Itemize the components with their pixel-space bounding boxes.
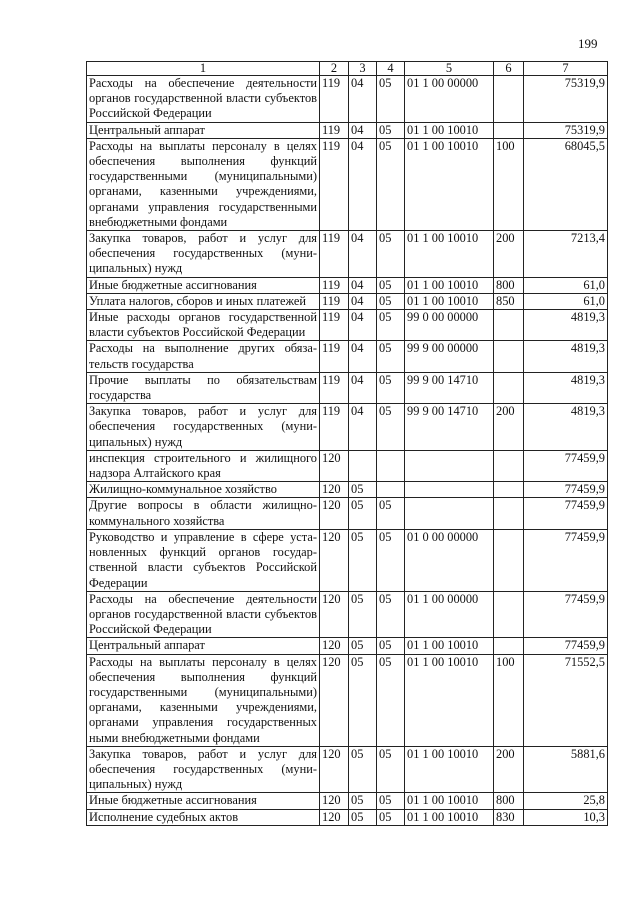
subsection-code-cell: 05 bbox=[377, 277, 405, 293]
expense-name-cell: Жилищно-коммунальное хозяйство bbox=[87, 482, 320, 498]
target-article-code-cell bbox=[405, 498, 494, 529]
table-row bbox=[87, 654, 608, 746]
expense-name-cell: Иные бюджетные ассигнования bbox=[87, 793, 320, 809]
table-row bbox=[87, 76, 608, 123]
target-article-code-cell bbox=[405, 450, 494, 481]
expense-name-cell: Иные расходы органов государственной власти субъектов Российской Федерации bbox=[87, 310, 320, 341]
amount-cell: 77459,9 bbox=[524, 591, 608, 638]
table-row bbox=[87, 372, 608, 403]
amount-cell: 77459,9 bbox=[524, 638, 608, 654]
expense-name-cell: инспекция строительного и жилищного надзора Алтайского края bbox=[87, 450, 320, 481]
table-row bbox=[87, 450, 608, 481]
amount-cell: 61,0 bbox=[524, 293, 608, 309]
ministry-code-cell: 119 bbox=[320, 310, 349, 341]
ministry-code-cell: 120 bbox=[320, 638, 349, 654]
expense-type-code-cell: 200 bbox=[494, 404, 524, 451]
table-row bbox=[87, 482, 608, 498]
column-header: 7 bbox=[524, 62, 608, 76]
subsection-code-cell: 05 bbox=[377, 498, 405, 529]
expense-type-code-cell bbox=[494, 76, 524, 123]
section-code-cell: 04 bbox=[349, 122, 377, 138]
target-article-code-cell: 01 1 00 10010 bbox=[405, 277, 494, 293]
expense-type-code-cell bbox=[494, 498, 524, 529]
subsection-code-cell: 05 bbox=[377, 793, 405, 809]
subsection-code-cell: 05 bbox=[377, 341, 405, 372]
subsection-code-cell: 05 bbox=[377, 76, 405, 123]
ministry-code-cell: 120 bbox=[320, 482, 349, 498]
amount-cell: 75319,9 bbox=[524, 76, 608, 123]
table-row bbox=[87, 809, 608, 825]
ministry-code-cell: 119 bbox=[320, 293, 349, 309]
table-row bbox=[87, 341, 608, 372]
section-code-cell: 05 bbox=[349, 809, 377, 825]
expense-name-cell: Прочие выплаты по обязательствам государства bbox=[87, 372, 320, 403]
amount-cell: 4819,3 bbox=[524, 310, 608, 341]
table-row bbox=[87, 138, 608, 230]
expense-type-code-cell bbox=[494, 372, 524, 403]
table-header-row bbox=[87, 62, 608, 76]
section-code-cell: 05 bbox=[349, 498, 377, 529]
table-row bbox=[87, 310, 608, 341]
expense-name-cell: Иные бюджетные ассигнования bbox=[87, 277, 320, 293]
subsection-code-cell: 05 bbox=[377, 293, 405, 309]
expense-type-code-cell: 200 bbox=[494, 231, 524, 278]
target-article-code-cell: 01 1 00 10010 bbox=[405, 122, 494, 138]
expense-name-cell: Закупка товаров, работ и услуг для обеспечения государственных (муниципальных) нужд bbox=[87, 404, 320, 451]
target-article-code-cell bbox=[405, 482, 494, 498]
table-row bbox=[87, 404, 608, 451]
target-article-code-cell: 01 1 00 10010 bbox=[405, 793, 494, 809]
expense-type-code-cell bbox=[494, 482, 524, 498]
ministry-code-cell: 120 bbox=[320, 654, 349, 746]
amount-cell: 4819,3 bbox=[524, 341, 608, 372]
column-header: 5 bbox=[405, 62, 494, 76]
table-row bbox=[87, 498, 608, 529]
subsection-code-cell: 05 bbox=[377, 746, 405, 793]
subsection-code-cell: 05 bbox=[377, 591, 405, 638]
target-article-code-cell: 01 1 00 10010 bbox=[405, 293, 494, 309]
target-article-code-cell: 99 9 00 14710 bbox=[405, 372, 494, 403]
column-header: 3 bbox=[349, 62, 377, 76]
expense-type-code-cell bbox=[494, 450, 524, 481]
section-code-cell: 05 bbox=[349, 529, 377, 591]
subsection-code-cell: 05 bbox=[377, 372, 405, 403]
target-article-code-cell: 99 9 00 14710 bbox=[405, 404, 494, 451]
expense-type-code-cell bbox=[494, 122, 524, 138]
target-article-code-cell: 01 1 00 10010 bbox=[405, 638, 494, 654]
expense-name-cell: Расходы на обеспечение деятельности органов государственной власти субъектов Российской Федерации bbox=[87, 76, 320, 123]
ministry-code-cell: 120 bbox=[320, 450, 349, 481]
section-code-cell: 04 bbox=[349, 231, 377, 278]
ministry-code-cell: 119 bbox=[320, 231, 349, 278]
expense-name-cell: Расходы на выплаты персоналу в целях обеспечения выполнения функций государственными (муниципальными) органами, казенными учреждениями, органами управления государственными внебюджетными фондами bbox=[87, 138, 320, 230]
subsection-code-cell: 05 bbox=[377, 638, 405, 654]
expense-type-code-cell bbox=[494, 638, 524, 654]
table-row bbox=[87, 277, 608, 293]
expense-name-cell: Закупка товаров, работ и услуг для обеспечения государственных (муниципальных) нужд bbox=[87, 231, 320, 278]
amount-cell: 10,3 bbox=[524, 809, 608, 825]
ministry-code-cell: 120 bbox=[320, 498, 349, 529]
subsection-code-cell: 05 bbox=[377, 529, 405, 591]
amount-cell: 61,0 bbox=[524, 277, 608, 293]
ministry-code-cell: 119 bbox=[320, 277, 349, 293]
expense-type-code-cell bbox=[494, 591, 524, 638]
expense-type-code-cell: 830 bbox=[494, 809, 524, 825]
amount-cell: 77459,9 bbox=[524, 498, 608, 529]
subsection-code-cell bbox=[377, 482, 405, 498]
section-code-cell: 04 bbox=[349, 76, 377, 123]
expense-type-code-cell: 850 bbox=[494, 293, 524, 309]
table-row bbox=[87, 231, 608, 278]
expense-name-cell: Другие вопросы в области жилищно-коммунального хозяйства bbox=[87, 498, 320, 529]
table-row bbox=[87, 591, 608, 638]
table-row bbox=[87, 793, 608, 809]
amount-cell: 4819,3 bbox=[524, 404, 608, 451]
ministry-code-cell: 120 bbox=[320, 591, 349, 638]
expense-name-cell: Расходы на обеспечение деятельности органов государственной власти субъектов Российской Федерации bbox=[87, 591, 320, 638]
ministry-code-cell: 119 bbox=[320, 76, 349, 123]
expense-name-cell: Центральный аппарат bbox=[87, 122, 320, 138]
ministry-code-cell: 119 bbox=[320, 372, 349, 403]
amount-cell: 25,8 bbox=[524, 793, 608, 809]
table-row bbox=[87, 122, 608, 138]
section-code-cell: 05 bbox=[349, 793, 377, 809]
section-code-cell: 04 bbox=[349, 138, 377, 230]
expense-name-cell: Центральный аппарат bbox=[87, 638, 320, 654]
target-article-code-cell: 01 0 00 00000 bbox=[405, 529, 494, 591]
amount-cell: 4819,3 bbox=[524, 372, 608, 403]
ministry-code-cell: 120 bbox=[320, 793, 349, 809]
expense-type-code-cell bbox=[494, 310, 524, 341]
section-code-cell: 04 bbox=[349, 310, 377, 341]
target-article-code-cell: 01 1 00 00000 bbox=[405, 591, 494, 638]
amount-cell: 5881,6 bbox=[524, 746, 608, 793]
table-row bbox=[87, 746, 608, 793]
expense-name-cell: Исполнение судебных актов bbox=[87, 809, 320, 825]
target-article-code-cell: 99 9 00 00000 bbox=[405, 341, 494, 372]
expense-name-cell: Расходы на выплаты персоналу в целях обеспечения выполнения функций государственными (муниципальными) органами, казенными учреждениями, органами управления государственных ными внебюджетными фондами bbox=[87, 654, 320, 746]
section-code-cell: 05 bbox=[349, 638, 377, 654]
section-code-cell: 04 bbox=[349, 293, 377, 309]
ministry-code-cell: 119 bbox=[320, 341, 349, 372]
amount-cell: 77459,9 bbox=[524, 450, 608, 481]
subsection-code-cell: 05 bbox=[377, 310, 405, 341]
page-number: 199 bbox=[578, 36, 598, 51]
section-code-cell: 04 bbox=[349, 404, 377, 451]
amount-cell: 71552,5 bbox=[524, 654, 608, 746]
expense-type-code-cell bbox=[494, 341, 524, 372]
subsection-code-cell: 05 bbox=[377, 654, 405, 746]
subsection-code-cell: 05 bbox=[377, 404, 405, 451]
table-row bbox=[87, 529, 608, 591]
expense-type-code-cell: 800 bbox=[494, 793, 524, 809]
expense-type-code-cell bbox=[494, 529, 524, 591]
column-header: 1 bbox=[87, 62, 320, 76]
ministry-code-cell: 120 bbox=[320, 529, 349, 591]
subsection-code-cell: 05 bbox=[377, 231, 405, 278]
subsection-code-cell: 05 bbox=[377, 809, 405, 825]
amount-cell: 7213,4 bbox=[524, 231, 608, 278]
amount-cell: 77459,9 bbox=[524, 529, 608, 591]
section-code-cell: 05 bbox=[349, 654, 377, 746]
target-article-code-cell: 99 0 00 00000 bbox=[405, 310, 494, 341]
expense-type-code-cell: 100 bbox=[494, 654, 524, 746]
subsection-code-cell: 05 bbox=[377, 122, 405, 138]
amount-cell: 75319,9 bbox=[524, 122, 608, 138]
expense-name-cell: Руководство и управление в сфере установленных функций органов государственной власти субъектов Российской Федерации bbox=[87, 529, 320, 591]
amount-cell: 77459,9 bbox=[524, 482, 608, 498]
section-code-cell: 04 bbox=[349, 341, 377, 372]
target-article-code-cell: 01 1 00 10010 bbox=[405, 746, 494, 793]
expense-name-cell: Расходы на выполнение других обязательств государства bbox=[87, 341, 320, 372]
section-code-cell bbox=[349, 450, 377, 481]
section-code-cell: 04 bbox=[349, 372, 377, 403]
ministry-code-cell: 120 bbox=[320, 809, 349, 825]
section-code-cell: 05 bbox=[349, 591, 377, 638]
ministry-code-cell: 120 bbox=[320, 746, 349, 793]
expense-type-code-cell: 100 bbox=[494, 138, 524, 230]
target-article-code-cell: 01 1 00 10010 bbox=[405, 809, 494, 825]
target-article-code-cell: 01 1 00 10010 bbox=[405, 654, 494, 746]
expense-type-code-cell: 200 bbox=[494, 746, 524, 793]
ministry-code-cell: 119 bbox=[320, 404, 349, 451]
section-code-cell: 04 bbox=[349, 277, 377, 293]
section-code-cell: 05 bbox=[349, 482, 377, 498]
expense-type-code-cell: 800 bbox=[494, 277, 524, 293]
section-code-cell: 05 bbox=[349, 746, 377, 793]
ministry-code-cell: 119 bbox=[320, 138, 349, 230]
expense-name-cell: Уплата налогов, сборов и иных платежей bbox=[87, 293, 320, 309]
amount-cell: 68045,5 bbox=[524, 138, 608, 230]
subsection-code-cell bbox=[377, 450, 405, 481]
target-article-code-cell: 01 1 00 10010 bbox=[405, 231, 494, 278]
table-row bbox=[87, 293, 608, 309]
expense-name-cell: Закупка товаров, работ и услуг для обеспечения государственных (муниципальных) нужд bbox=[87, 746, 320, 793]
column-header: 6 bbox=[494, 62, 524, 76]
budget-table bbox=[86, 61, 608, 826]
column-header: 4 bbox=[377, 62, 405, 76]
target-article-code-cell: 01 1 00 00000 bbox=[405, 76, 494, 123]
target-article-code-cell: 01 1 00 10010 bbox=[405, 138, 494, 230]
subsection-code-cell: 05 bbox=[377, 138, 405, 230]
column-header: 2 bbox=[320, 62, 349, 76]
table-row bbox=[87, 638, 608, 654]
ministry-code-cell: 119 bbox=[320, 122, 349, 138]
